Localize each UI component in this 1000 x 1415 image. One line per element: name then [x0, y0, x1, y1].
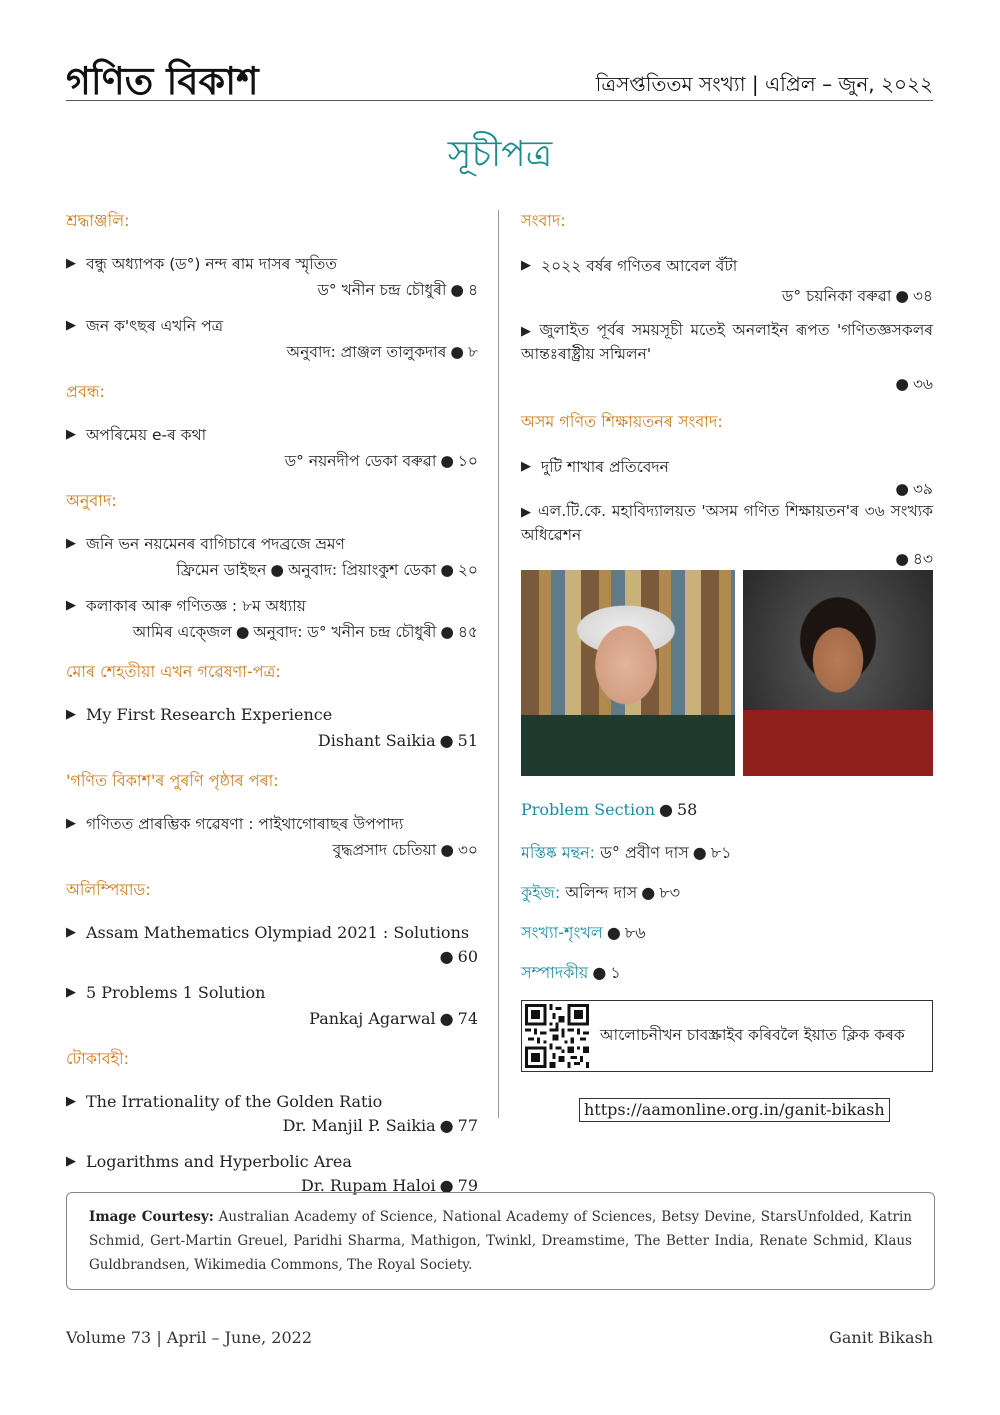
contents-right-column [521, 208, 933, 582]
entry-title: গণিতত প্ৰাৰম্ভিক গৱেষণা : পাইথাগোৰাছৰ উপপাদ্য [86, 815, 404, 833]
bullet-icon: ● [659, 800, 673, 819]
toc-entry[interactable] [66, 253, 478, 301]
entry-author: Dishant Saikia [317, 731, 436, 750]
entry-author: অনুবাদ: প্ৰাঞ্জল তালুকদাৰ [286, 343, 447, 361]
misc-label: সংখ্যা-শৃংখল [521, 923, 603, 942]
triangle-right-icon: ▶ [521, 505, 532, 520]
bullet-icon: ● [439, 1009, 454, 1028]
toc-entry[interactable] [66, 982, 478, 1030]
triangle-right-icon: ▶ [521, 459, 531, 474]
misc-label: কুইজ: [521, 883, 561, 902]
entry-author: ড° প্ৰবীণ দাস [600, 843, 689, 862]
entry-page: ৮১ [710, 843, 732, 862]
entry-author: বুদ্ধপ্ৰসাদ চেতিয়া [332, 841, 437, 859]
subscribe-box[interactable] [521, 1000, 933, 1072]
bullet-icon: ● [692, 843, 707, 862]
triangle-right-icon: ▶ [66, 536, 76, 551]
number-chain-entry[interactable] [521, 920, 646, 947]
bullet-icon: ● [439, 947, 454, 966]
entry-title: Assam Mathematics Olympiad 2021 : Solutions [86, 923, 470, 942]
bullet-icon: ● [440, 841, 454, 859]
entry-title: কলাকাৰ আৰু গণিতজ্ঞ : ৮ম অধ্যায় [86, 597, 306, 615]
entry-title: জনি ভন নয়মেনৰ বাগিচাৰে পদব্ৰজে ভ্ৰমণ [86, 535, 345, 553]
bullet-icon: ● [440, 561, 454, 579]
entry-page: ৮ [467, 343, 478, 361]
section-heading: অলিম্পিয়াড: [66, 880, 151, 899]
issue-info: ত্ৰিসপ্ততিতম সংখ্যা | এপ্ৰিল – জুন, ২০২২ [595, 72, 933, 96]
triangle-right-icon: ▶ [521, 324, 534, 339]
entry-author: ড° চয়নিকা বৰুৱা [781, 287, 892, 305]
entry-author: Pankaj Agarwal [309, 1009, 436, 1028]
courtesy-label: Image Courtesy: [89, 1209, 214, 1225]
section-heading: মোৰ শেহতীয়া এখন গৱেষণা-পত্ৰ: [66, 662, 281, 681]
entry-title: অপৰিমেয় e-ৰ কথা [86, 426, 207, 444]
bullet-icon: ● [439, 731, 454, 750]
section-heading: প্ৰবন্ধ: [66, 382, 105, 401]
editorial-entry[interactable] [521, 960, 621, 987]
entry-page: ৩০ [457, 841, 478, 859]
misc-label: সম্পাদকীয় [521, 963, 589, 982]
toc-entry[interactable] [521, 500, 933, 570]
toc-entry[interactable] [66, 813, 478, 861]
entry-page: ৩৪ [912, 287, 933, 305]
misc-label: মস্তিষ্ক মন্থন: [521, 843, 596, 862]
entry-title: বন্ধু অধ্যাপক (ড°) নন্দ ৰাম দাসৰ স্মৃতিত [86, 255, 338, 273]
bullet-icon: ● [641, 883, 656, 902]
entry-page: 74 [457, 1009, 478, 1028]
entry-title: My First Research Experience [86, 705, 333, 724]
section-research-paper [66, 659, 478, 752]
entry-author: Dr. Rupam Haloi [301, 1176, 436, 1195]
section-heading: অসম গণিত শিক্ষায়তনৰ সংবাদ: [521, 412, 723, 431]
toc-entry[interactable] [521, 456, 933, 500]
entry-page: ১ [610, 963, 621, 982]
footer-volume: Volume 73 | April – June, 2022 [66, 1328, 313, 1347]
entry-page: 60 [457, 947, 478, 966]
triangle-right-icon: ▶ [66, 1094, 76, 1109]
entry-title: জন ক'ৎছৰ এখনি পত্ৰ [86, 317, 223, 335]
entry-author: অলিন্দ দাস [565, 883, 638, 902]
bullet-icon: ● [440, 623, 454, 641]
entry-title: দুটি শাখাৰ প্ৰতিবেদন [541, 458, 669, 476]
triangle-right-icon: ▶ [66, 1154, 76, 1169]
toc-entry[interactable] [66, 533, 478, 581]
bullet-icon: ● [895, 287, 909, 305]
entry-title: 5 Problems 1 Solution [86, 983, 266, 1002]
contents-left-column [66, 208, 478, 1211]
bullet-icon: ● [440, 452, 454, 470]
toc-entry[interactable] [66, 922, 478, 968]
column-divider [498, 210, 499, 1118]
entry-page: ৮৩ [659, 883, 680, 902]
bullet-icon: ● [606, 923, 621, 942]
bullet-icon: ● [895, 375, 909, 393]
entry-author: আমিৰ এক্জেল [132, 623, 232, 641]
toc-entry[interactable] [66, 424, 478, 472]
toc-entry[interactable] [521, 255, 933, 307]
triangle-right-icon: ▶ [66, 707, 76, 722]
page-heading: সূচীপত্ৰ [447, 134, 553, 175]
section-news [521, 208, 933, 395]
entry-page: ২০ [457, 561, 478, 579]
section-translations [66, 488, 478, 643]
bullet-icon: ● [450, 343, 464, 361]
triangle-right-icon: ▶ [66, 816, 76, 831]
misc-label: Problem Section [521, 800, 656, 819]
triangle-right-icon: ▶ [66, 925, 76, 940]
section-olympiad [66, 877, 478, 1030]
entry-author: ড° নয়নদীপ ডেকা বৰুৱা [284, 452, 437, 470]
entry-title: Logarithms and Hyperbolic Area [86, 1152, 352, 1171]
bullet-icon: ● [235, 623, 250, 641]
entry-page: ৪৩ [912, 550, 933, 568]
entry-translator: অনুবাদ: ড° খনীন চন্দ্ৰ চৌধুৰী [253, 623, 437, 641]
bullet-icon: ● [592, 963, 607, 982]
portrait-photo [521, 570, 735, 776]
section-heading: শ্ৰদ্ধাঞ্জলি: [66, 211, 130, 230]
section-institute-news [521, 409, 933, 570]
website-link[interactable]: https://aamonline.org.in/ganit-bikash [579, 1098, 890, 1122]
triangle-right-icon: ▶ [66, 598, 76, 613]
entry-title: জুলাইত পূৰ্বৰ সময়সূচী মতেই অনলাইন ৰূপত 'গণিতজ্ঞসকলৰ আন্তঃৰাষ্ট্ৰীয় সন্মিলন' [521, 321, 933, 363]
entry-translator: অনুবাদ: প্ৰিয়াংকুশ ডেকা [287, 561, 437, 579]
entry-page: ৩৯ [912, 480, 933, 498]
section-heading: 'গণিত বিকাশ'ৰ পুৰণি পৃষ্ঠাৰ পৰা: [66, 771, 279, 790]
courtesy-text: Australian Academy of Science, National Academy of Sciences, Betsy Devine, StarsUnfolded, Katrin Schmid, Gert-Martin Greuel, Paridhi Sharma, Mathigon, Twinkl, Dreamstime, The Better India, Renate Schmid, Klaus Guldbrandsen, Wikimedia Commons, The Royal Society. [89, 1209, 912, 1273]
brainstorm-entry[interactable] [521, 840, 732, 867]
entry-title: The Irrationality of the Golden Ratio [86, 1092, 383, 1111]
bullet-icon: ● [895, 550, 909, 568]
triangle-right-icon: ▶ [521, 258, 531, 273]
entry-author: ড° খনীন চন্দ্ৰ চৌধুৰী [317, 281, 447, 299]
bullet-icon: ● [895, 480, 909, 498]
journal-title: গণিত বিকাশ [66, 59, 259, 103]
bullet-icon: ● [439, 1116, 454, 1135]
image-courtesy-box [66, 1192, 935, 1290]
section-heading: সংবাদ: [521, 211, 566, 230]
bullet-icon: ● [439, 1176, 454, 1195]
entry-page: ৮৬ [624, 923, 646, 942]
toc-entry[interactable] [66, 1091, 478, 1137]
section-heading: অনুবাদ: [66, 491, 117, 510]
footer-journal-name: Ganit Bikash [829, 1328, 933, 1347]
section-tribute [66, 208, 478, 363]
entry-page: ৪৫ [457, 623, 478, 641]
toc-entry[interactable] [66, 704, 478, 752]
section-old-pages [66, 768, 478, 861]
section-notes [66, 1046, 478, 1197]
entry-author: ফ্ৰিমেন ডাইছন [176, 561, 267, 579]
quiz-entry[interactable] [521, 880, 680, 907]
triangle-right-icon: ▶ [66, 318, 76, 333]
triangle-right-icon: ▶ [66, 427, 76, 442]
toc-entry[interactable] [66, 315, 478, 363]
triangle-right-icon: ▶ [66, 256, 76, 271]
qr-code-icon[interactable] [525, 1004, 589, 1068]
entry-page: 77 [457, 1116, 478, 1135]
toc-entry[interactable] [66, 595, 478, 643]
entry-page: ১০ [457, 452, 478, 470]
entry-title: এল.টি.কে. মহাবিদ্যালয়ত 'অসম গণিত শিক্ষায়তন'ৰ ৩৬ সংখ্যক অধিৱেশন [521, 502, 933, 544]
bullet-icon: ● [270, 561, 284, 579]
entry-title: ২০২২ বৰ্ষৰ গণিতৰ আবেল বঁটা [541, 257, 738, 275]
entry-page: ৪ [467, 281, 478, 299]
toc-entry[interactable] [521, 319, 933, 395]
section-articles [66, 379, 478, 472]
bullet-icon: ● [450, 281, 464, 299]
photo-strip [521, 570, 933, 776]
portrait-photo [743, 570, 933, 776]
entry-page: 79 [457, 1176, 478, 1195]
header-rule [66, 100, 933, 101]
toc-entry[interactable] [66, 1151, 478, 1197]
triangle-right-icon: ▶ [66, 985, 76, 1000]
entry-page: ৩৬ [912, 375, 933, 393]
entry-author: Dr. Manjil P. Saikia [282, 1116, 436, 1135]
section-heading: টোকাবহী: [66, 1049, 129, 1068]
entry-page: 51 [457, 731, 478, 750]
subscribe-text[interactable]: আলোচনীখন চাবস্ক্ৰাইব কৰিবলৈ ইয়াত ক্লিক কৰক [600, 1026, 905, 1044]
problem-section-entry[interactable] [521, 800, 697, 819]
entry-page: 58 [676, 800, 698, 819]
